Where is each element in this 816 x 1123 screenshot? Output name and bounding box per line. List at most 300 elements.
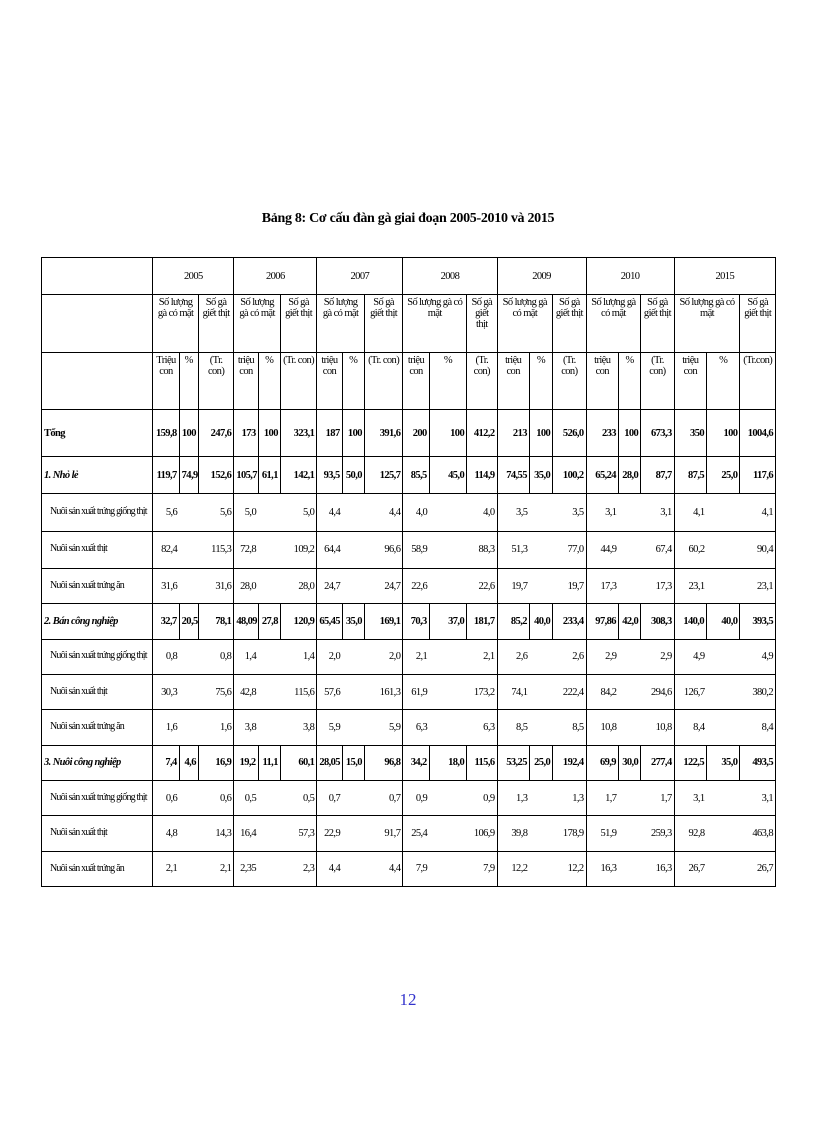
count-header: Số lượng gà có mặt [403,295,467,353]
table-cell: 20,5 [179,604,198,639]
table-cell: 90,4 [740,531,776,568]
table-cell: 51,3 [497,531,529,568]
table-cell: 5,9 [364,710,402,745]
table-cell: 10,8 [586,710,618,745]
table-cell: 85,2 [497,604,529,639]
table-cell: 463,8 [740,816,776,851]
table-cell [529,816,552,851]
table-cell: 7,9 [403,851,429,886]
table-cell: 5,0 [234,494,258,531]
unit-percent: % [179,352,198,410]
unit-percent: % [429,352,466,410]
table-cell: 119,7 [153,456,179,493]
table-cell: 16,9 [198,745,233,780]
table-cell: 60,2 [674,531,706,568]
table-cell: 14,3 [198,816,233,851]
table-cell: 1,3 [553,780,586,815]
table-cell: 1,4 [234,639,258,674]
table-cell: 61,1 [258,456,280,493]
table-cell: 1,6 [198,710,233,745]
table-cell: 277,4 [641,745,674,780]
table-cell: 12,2 [553,851,586,886]
table-cell: 2,6 [497,639,529,674]
table-cell: 17,3 [586,568,618,603]
table-cell: 192,4 [553,745,586,780]
table-cell [342,780,364,815]
table-cell: 75,6 [198,674,233,709]
slaughter-header: Số gà giết thịt [641,295,674,353]
table-cell [529,494,552,531]
table-cell: 181,7 [467,604,497,639]
table-cell: 391,6 [364,410,402,456]
slaughter-header: Số gà giết thịt [280,295,316,353]
year-header: 2006 [234,258,317,295]
table-cell [179,494,198,531]
table-cell: 48,09 [234,604,258,639]
table-cell: 3,5 [553,494,586,531]
table-row [42,745,776,780]
table-cell: 60,1 [280,745,316,780]
table-cell: 19,7 [553,568,586,603]
table-cell: 1,7 [586,780,618,815]
table-cell: 3,8 [234,710,258,745]
table-cell [258,568,280,603]
unit-percent: % [258,352,280,410]
table-cell: 4,9 [740,639,776,674]
table-cell: 28,0 [618,456,640,493]
table-row [42,710,776,745]
table-cell: 87,5 [674,456,706,493]
table-cell: 28,0 [280,568,316,603]
table-cell [179,531,198,568]
table-cell: 4,8 [153,816,179,851]
table-cell: 100 [707,410,740,456]
table-cell [179,816,198,851]
slaughter-header: Số gà giết thịt [364,295,402,353]
table-cell: 7,4 [153,745,179,780]
table-cell: 6,3 [403,710,429,745]
table-cell [258,851,280,886]
table-cell: 0,7 [364,780,402,815]
table-cell: 12,2 [497,851,529,886]
unit-million: triệu con [586,352,618,410]
table-cell: 8,5 [553,710,586,745]
row-label: Nuôi sản xuất trứng giống thịt [42,639,153,674]
table-cell [529,674,552,709]
table-cell: 152,6 [198,456,233,493]
count-header: Số lượng gà có mặt [497,295,553,353]
table-cell: 84,2 [586,674,618,709]
table-cell: 39,8 [497,816,529,851]
header-year-row [42,258,776,295]
table-cell: 4,1 [740,494,776,531]
row-label: Nuôi sản xuất trứng ăn [42,710,153,745]
table-cell: 10,8 [641,710,674,745]
unit-tr-con: (Tr. con) [280,352,316,410]
table-cell: 0,6 [198,780,233,815]
year-header: 2007 [317,258,403,295]
table-cell: 2,6 [553,639,586,674]
slaughter-header: Số gà giết thịt [553,295,586,353]
table-cell: 526,0 [553,410,586,456]
table-cell: 77,0 [553,531,586,568]
table-row [42,780,776,815]
table-cell: 16,3 [641,851,674,886]
table-cell [258,639,280,674]
table-cell: 259,3 [641,816,674,851]
slaughter-header: Số gà giết thịt [198,295,233,353]
corner-cell [42,295,153,353]
header-label-row [42,295,776,353]
unit-million: triệu con [674,352,706,410]
table-cell: 2,9 [641,639,674,674]
table-cell: 82,4 [153,531,179,568]
table-cell: 5,6 [198,494,233,531]
unit-million: Triệu con [153,352,179,410]
table-cell: 18,0 [429,745,466,780]
table-row [42,604,776,639]
table-cell: 25,4 [403,816,429,851]
table-cell: 109,2 [280,531,316,568]
table-cell: 4,0 [467,494,497,531]
table-cell: 100 [618,410,640,456]
table-cell: 0,9 [467,780,497,815]
count-header: Số lượng gà có mặt [234,295,281,353]
table-cell: 0,7 [317,780,342,815]
table-cell: 65,24 [586,456,618,493]
table-cell: 92,8 [674,816,706,851]
table-cell: 142,1 [280,456,316,493]
table-cell [429,851,466,886]
unit-tr-con: (Tr.con) [740,352,776,410]
table-cell: 4,4 [364,494,402,531]
unit-million: triệu con [317,352,342,410]
slaughter-header: Số gà giết thịt [740,295,776,353]
table-cell: 61,9 [403,674,429,709]
table-cell: 28,0 [234,568,258,603]
table-cell: 27,8 [258,604,280,639]
table-cell: 673,3 [641,410,674,456]
header-unit-row [42,352,776,410]
count-header: Số lượng gà có mặt [674,295,740,353]
table-cell: 3,1 [586,494,618,531]
table-row [42,456,776,493]
table-cell: 69,9 [586,745,618,780]
table-cell: 96,6 [364,531,402,568]
unit-million: triệu con [234,352,258,410]
year-header: 2015 [674,258,775,295]
table-cell [342,816,364,851]
table-cell: 222,4 [553,674,586,709]
table-cell: 393,5 [740,604,776,639]
unit-tr-con: (Tr. con) [364,352,402,410]
table-cell [707,851,740,886]
table-cell [342,851,364,886]
table-cell: 25,0 [707,456,740,493]
table-cell: 493,5 [740,745,776,780]
table-cell: 57,6 [317,674,342,709]
year-header: 2010 [586,258,674,295]
table-cell: 26,7 [740,851,776,886]
table-cell: 100,2 [553,456,586,493]
row-label: 3. Nuôi công nghiệp [42,745,153,780]
table-row [42,494,776,531]
table-cell: 97,86 [586,604,618,639]
table-cell: 2,0 [317,639,342,674]
table-cell: 3,1 [674,780,706,815]
table-cell [342,710,364,745]
table-cell: 169,1 [364,604,402,639]
table-cell: 11,1 [258,745,280,780]
table-cell: 7,9 [467,851,497,886]
row-label: 1. Nhỏ lẻ [42,456,153,493]
unit-percent: % [707,352,740,410]
table-cell: 16,4 [234,816,258,851]
table-cell: 117,6 [740,456,776,493]
table-cell: 3,1 [641,494,674,531]
table-cell: 115,3 [198,531,233,568]
livestock-table [41,257,776,887]
table-cell [342,568,364,603]
table-cell: 31,6 [198,568,233,603]
table-cell [179,674,198,709]
table-cell: 30,3 [153,674,179,709]
table-cell: 4,6 [179,745,198,780]
table-cell: 28,05 [317,745,342,780]
table-cell: 35,0 [529,456,552,493]
table-cell: 2,9 [586,639,618,674]
table-cell: 115,6 [467,745,497,780]
table-cell [707,710,740,745]
table-cell: 0,6 [153,780,179,815]
table-cell: 161,3 [364,674,402,709]
table-cell: 125,7 [364,456,402,493]
table-cell: 2,3 [280,851,316,886]
table-cell [429,780,466,815]
table-cell: 114,9 [467,456,497,493]
count-header: Số lượng gà có mặt [586,295,641,353]
table-cell: 308,3 [641,604,674,639]
table-cell: 233 [586,410,618,456]
table-cell: 2,0 [364,639,402,674]
table-cell [179,639,198,674]
table-cell: 64,4 [317,531,342,568]
table-cell: 2,1 [153,851,179,886]
table-cell [258,710,280,745]
table-cell [529,568,552,603]
table-cell: 72,8 [234,531,258,568]
table-cell [618,851,640,886]
table-cell [707,674,740,709]
table-cell: 173,2 [467,674,497,709]
table-cell [529,531,552,568]
table-cell [618,674,640,709]
table-cell [258,780,280,815]
table-cell: 67,4 [641,531,674,568]
table-cell [707,780,740,815]
table-cell [342,639,364,674]
table-cell: 74,1 [497,674,529,709]
table-cell: 91,7 [364,816,402,851]
table-cell: 40,0 [707,604,740,639]
table-cell: 87,7 [641,456,674,493]
table-row [42,674,776,709]
table-row [42,531,776,568]
table-cell [618,639,640,674]
table-cell: 26,7 [674,851,706,886]
page-number: 12 [399,990,417,1009]
table-cell: 233,4 [553,604,586,639]
table-cell: 8,5 [497,710,529,745]
table-cell [618,710,640,745]
table-cell [342,674,364,709]
table-cell [618,780,640,815]
table-cell [529,710,552,745]
table-cell: 93,5 [317,456,342,493]
table-cell: 45,0 [429,456,466,493]
table-cell [258,494,280,531]
table-cell: 0,8 [198,639,233,674]
table-cell: 22,9 [317,816,342,851]
row-label: Nuôi sản xuất thịt [42,816,153,851]
table-cell: 35,0 [707,745,740,780]
row-label: Nuôi sản xuất trứng ăn [42,851,153,886]
row-label: Nuôi sản xuất trứng ăn [42,568,153,603]
table-cell: 100 [342,410,364,456]
table-row [42,816,776,851]
table-cell: 4,9 [674,639,706,674]
unit-percent: % [342,352,364,410]
table-cell: 23,1 [674,568,706,603]
table-cell: 8,4 [674,710,706,745]
unit-tr-con: (Tr. con) [641,352,674,410]
row-label: Nuôi sản xuất trứng giống thịt [42,780,153,815]
table-cell: 294,6 [641,674,674,709]
table-cell: 3,1 [740,780,776,815]
year-header: 2009 [497,258,586,295]
slaughter-header: Số gà giết thịt [467,295,497,353]
table-cell: 1,7 [641,780,674,815]
table-cell: 100 [258,410,280,456]
table-cell: 412,2 [467,410,497,456]
table-cell [618,816,640,851]
table-cell: 3,5 [497,494,529,531]
table-cell: 0,9 [403,780,429,815]
table-cell: 25,0 [529,745,552,780]
row-label: 2. Bán công nghiệp [42,604,153,639]
table-row [42,410,776,456]
table-cell: 57,3 [280,816,316,851]
count-header: Số lượng gà có mặt [153,295,199,353]
table-cell [529,851,552,886]
table-cell: 247,6 [198,410,233,456]
table-cell: 213 [497,410,529,456]
table-cell: 5,0 [280,494,316,531]
table-row [42,568,776,603]
corner-cell [42,352,153,410]
table-cell: 53,25 [497,745,529,780]
table-cell: 22,6 [403,568,429,603]
table-cell: 37,0 [429,604,466,639]
table-cell: 2,1 [198,851,233,886]
table-cell: 22,6 [467,568,497,603]
year-header: 2005 [153,258,234,295]
row-label: Tổng [42,410,153,456]
table-cell [258,816,280,851]
table-cell: 1,3 [497,780,529,815]
table-cell: 15,0 [342,745,364,780]
table-cell: 1004,6 [740,410,776,456]
table-cell: 200 [403,410,429,456]
unit-tr-con: (Tr. con) [553,352,586,410]
table-cell: 173 [234,410,258,456]
table-cell: 74,55 [497,456,529,493]
table-cell [618,494,640,531]
table-cell: 100 [179,410,198,456]
table-cell [429,531,466,568]
table-cell: 40,0 [529,604,552,639]
unit-percent: % [618,352,640,410]
table-row [42,851,776,886]
table-cell: 96,8 [364,745,402,780]
table-cell: 2,1 [403,639,429,674]
table-cell [707,639,740,674]
table-cell: 88,3 [467,531,497,568]
table-cell: 16,3 [586,851,618,886]
table-cell [179,780,198,815]
table-cell: 380,2 [740,674,776,709]
page-title: Bảng 8: Cơ cấu đàn gà giai đoạn 2005-2010 và 2015 [261,211,555,226]
table-cell: 4,4 [317,494,342,531]
table-cell: 3,8 [280,710,316,745]
table-cell: 0,5 [234,780,258,815]
table-cell [179,710,198,745]
table-cell: 126,7 [674,674,706,709]
row-label: Nuôi sản xuất thịt [42,531,153,568]
table-cell: 35,0 [342,604,364,639]
table-cell: 120,9 [280,604,316,639]
table-cell: 159,8 [153,410,179,456]
table-cell [179,851,198,886]
table-cell [179,568,198,603]
table-cell [707,531,740,568]
table-cell [618,531,640,568]
unit-tr-con: (Tr. con) [198,352,233,410]
table-cell: 65,45 [317,604,342,639]
table-cell: 19,7 [497,568,529,603]
unit-million: triệu con [403,352,429,410]
row-label: Nuôi sản xuất thịt [42,674,153,709]
table-cell: 34,2 [403,745,429,780]
table-cell [429,710,466,745]
table-cell: 17,3 [641,568,674,603]
table-cell: 4,4 [317,851,342,886]
table-cell: 30,0 [618,745,640,780]
table-cell: 187 [317,410,342,456]
table-cell: 44,9 [586,531,618,568]
table-cell: 2,35 [234,851,258,886]
table-cell: 115,6 [280,674,316,709]
table-cell [429,674,466,709]
unit-percent: % [529,352,552,410]
table-cell: 6,3 [467,710,497,745]
table-cell: 140,0 [674,604,706,639]
table-cell [429,568,466,603]
table-cell: 42,0 [618,604,640,639]
table-cell: 1,4 [280,639,316,674]
corner-cell [42,258,153,295]
count-header: Số lượng gà có mặt [317,295,365,353]
